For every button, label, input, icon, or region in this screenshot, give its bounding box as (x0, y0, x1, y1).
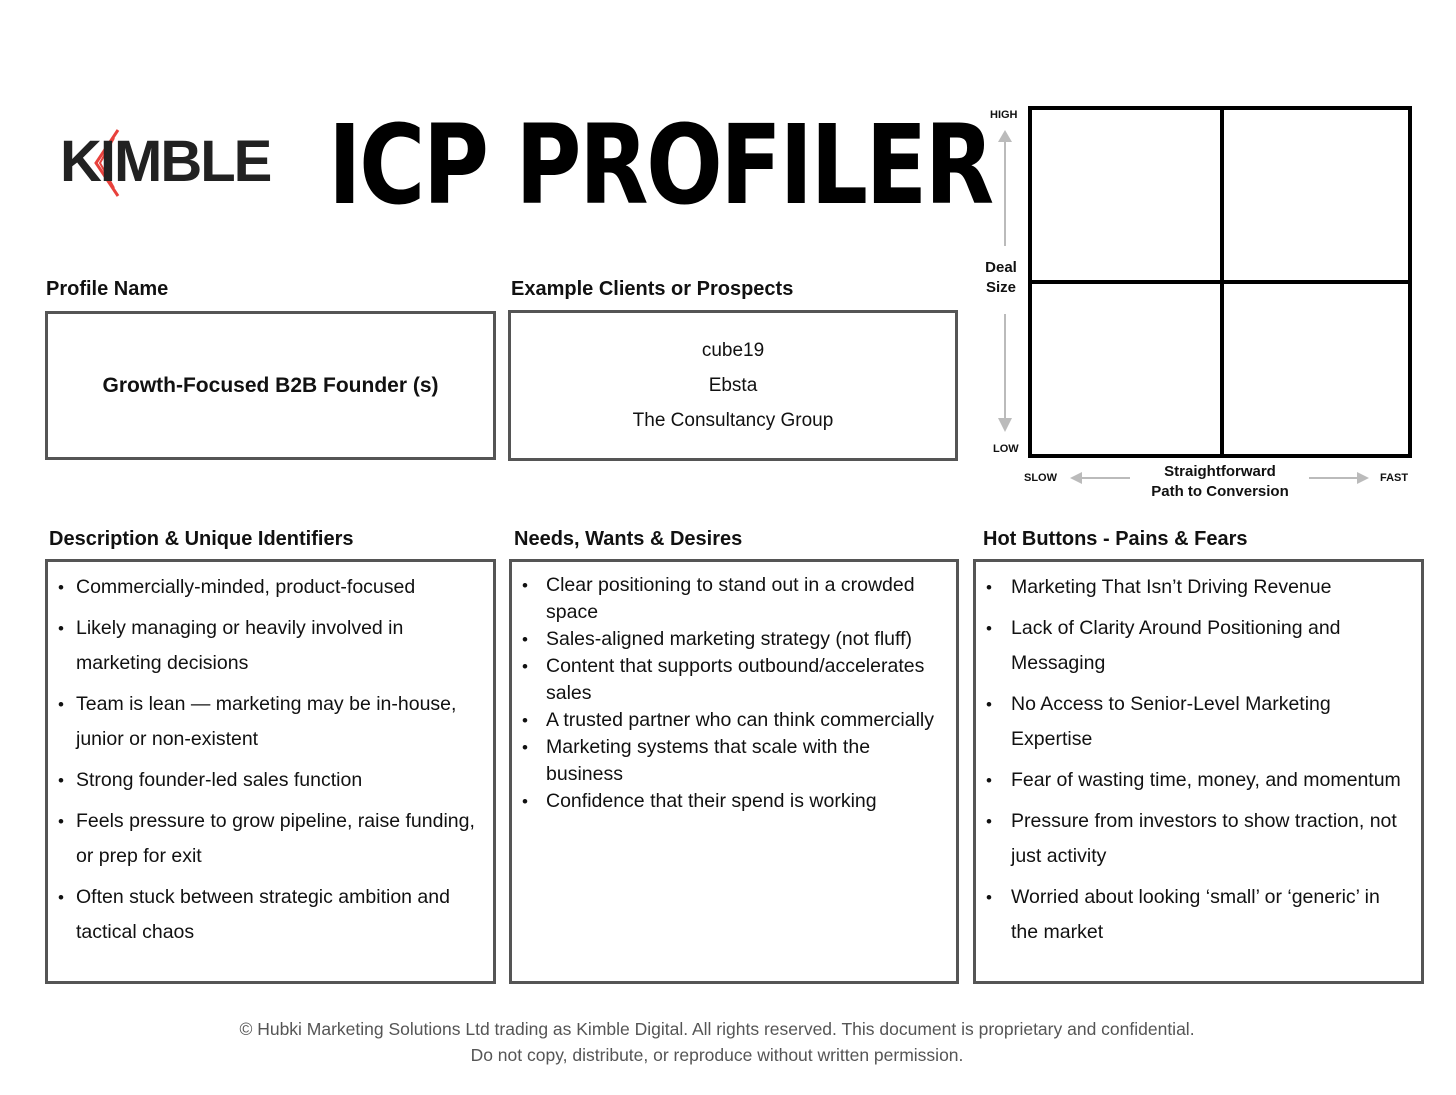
needs-item: • Sales-aligned marketing strategy (not fluff) (522, 626, 946, 653)
profile-name-value: Growth-Focused B2B Founder (s) (102, 373, 439, 397)
needs-box (509, 559, 959, 984)
hot-button-item: • Worried about looking ‘small’ or ‘generic’ in the market (986, 880, 1411, 950)
needs-label: Needs, Wants & Desires (514, 528, 743, 550)
clients-box (508, 310, 958, 461)
y-axis-label (978, 258, 1024, 298)
x-axis-fast: FAST (1380, 472, 1409, 484)
footer-line2: Do not copy, distribute, or reproduce without written permission. (470, 1045, 964, 1065)
needs-list (522, 572, 946, 815)
x-axis-slow: SLOW (1024, 472, 1057, 484)
x-axis-label-line1: Straightforward (1164, 463, 1276, 480)
description-item: • Feels pressure to grow pipeline, raise funding, or prep for exit (58, 804, 483, 874)
arrow-right-icon (1307, 470, 1371, 486)
page-title: ICP PROFILER (328, 101, 992, 229)
arrow-down-icon (995, 312, 1015, 434)
needs-item: • Marketing systems that scale with the business (522, 734, 946, 788)
y-axis-low: LOW (993, 443, 1019, 455)
description-item: • Likely managing or heavily involved in marketing decisions (58, 611, 483, 681)
arrow-up-icon (995, 128, 1015, 248)
hot-buttons-label: Hot Buttons - Pains & Fears (983, 528, 1248, 550)
needs-item: • Confidence that their spend is working (522, 788, 946, 815)
profile-name-label: Profile Name (46, 278, 169, 300)
y-axis-label-line1: Deal (985, 259, 1017, 276)
description-label: Description & Unique Identifiers (49, 528, 354, 550)
description-item: • Team is lean — marketing may be in-house, junior or non-existent (58, 687, 483, 757)
profile-name-box (45, 311, 496, 460)
x-axis-label-line2: Path to Conversion (1151, 483, 1289, 500)
hot-buttons-box (973, 559, 1424, 984)
y-axis-high: HIGH (990, 109, 1018, 121)
clients-label: Example Clients or Prospects (511, 278, 794, 300)
description-item: • Commercially-minded, product-focused (58, 570, 483, 605)
arrow-left-icon (1068, 470, 1132, 486)
description-list (58, 570, 483, 950)
logo-text: KIMBLE (60, 129, 271, 194)
client-item: The Consultancy Group (632, 410, 834, 431)
quadrant-matrix (1028, 106, 1412, 458)
matrix-horizontal-divider (1032, 280, 1408, 284)
hot-button-item: • Lack of Clarity Around Positioning and Messaging (986, 611, 1411, 681)
hot-button-item: • Fear of wasting time, money, and momentum (986, 763, 1411, 798)
footer (0, 1016, 1434, 1068)
hot-button-item: • No Access to Senior-Level Marketing Expertise (986, 687, 1411, 757)
client-item: Ebsta (708, 375, 758, 396)
x-axis-label (1140, 462, 1300, 502)
description-box (45, 559, 496, 984)
description-item: • Often stuck between strategic ambition and tactical chaos (58, 880, 483, 950)
y-axis-label-line2: Size (985, 279, 1016, 296)
clients-list (633, 333, 834, 438)
needs-item: • A trusted partner who can think commercially (522, 707, 946, 734)
hot-button-item: • Marketing That Isn’t Driving Revenue (986, 570, 1411, 605)
hot-buttons-list (986, 570, 1411, 950)
needs-item: • Clear positioning to stand out in a crowded space (522, 572, 946, 626)
kimble-logo (60, 128, 275, 198)
needs-item: • Content that supports outbound/accelerates sales (522, 653, 946, 707)
client-item: cube19 (701, 340, 765, 361)
hot-button-item: • Pressure from investors to show traction, not just activity (986, 804, 1411, 874)
footer-line1: © Hubki Marketing Solutions Ltd trading as Kimble Digital. All rights reserved. This document is proprietary and confidential. (239, 1019, 1195, 1039)
description-item: • Strong founder-led sales function (58, 763, 483, 798)
